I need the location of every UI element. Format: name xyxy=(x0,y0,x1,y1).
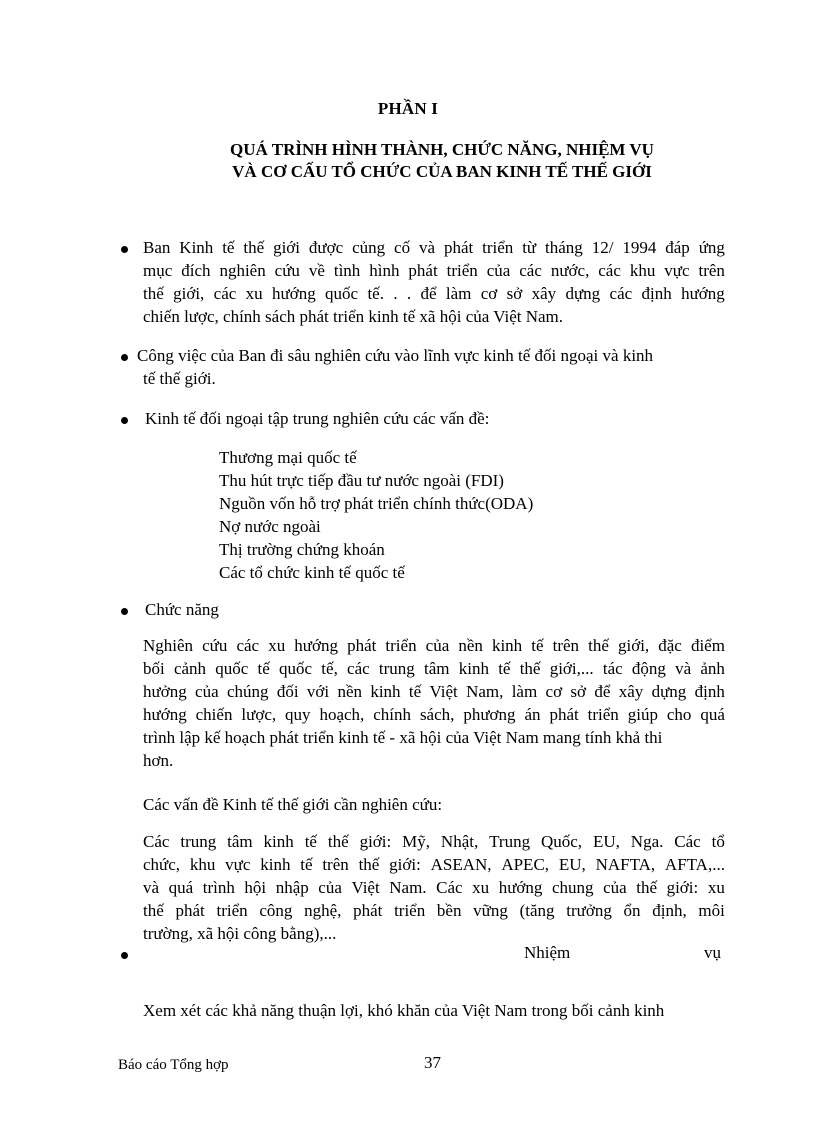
topic-item: Thương mại quốc tế xyxy=(219,448,357,467)
footer-page-number: 37 xyxy=(424,1053,441,1072)
world-issues-paragraph xyxy=(143,830,725,945)
text-line: hơn. xyxy=(143,751,174,770)
topic-item: Thu hút trực tiếp đầu tư nước ngoài (FDI) xyxy=(219,471,504,490)
text-line: Xem xét các khả năng thuận lợi, khó khăn của Việt Nam trong bối cảnh kinh xyxy=(143,1001,665,1020)
world-issues-heading xyxy=(143,793,442,816)
text-line: trường, xã hội công bằng),... xyxy=(143,924,337,943)
bullet-icon xyxy=(121,354,128,361)
bullet-function-heading xyxy=(145,598,219,621)
text-line: tế thế giới. xyxy=(143,369,216,388)
text-line: chức, khu vực kinh tế trên thế giới: ASEAN, APEC, EU, NAFTA, AFTA,... xyxy=(143,855,725,874)
text-line: Chức năng xyxy=(145,600,219,619)
text-line: chiến lược, chính sách phát triển kinh tế xã hội của Việt Nam. xyxy=(143,307,564,326)
bullet-paragraph-establishment xyxy=(143,236,725,328)
topic-item: Thị trường chứng khoán xyxy=(219,540,385,559)
text-line: Nghiên cứu các xu hướng phát triển của nền kinh tế trên thế giới, đặc điểm xyxy=(143,636,725,655)
task-paragraph xyxy=(143,999,664,1022)
main-title xyxy=(0,139,816,183)
text-line: Kinh tế đối ngoại tập trung nghiên cứu các vấn đề: xyxy=(145,409,490,428)
text-line: Các trung tâm kinh tế thế giới: Mỹ, Nhật, Trung Quốc, EU, Nga. Các tổ xyxy=(143,832,725,851)
bullet-icon xyxy=(121,952,128,959)
main-title-line-1: QUÁ TRÌNH HÌNH THÀNH, CHỨC NĂNG, NHIỆM VỤ xyxy=(230,140,654,159)
main-title-line-2: VÀ CƠ CẤU TỔ CHỨC CỦA BAN KINH TẾ THẾ GIỚI xyxy=(232,162,652,181)
text-line: thế giới, các xu hướng quốc tế. . . để làm cơ sở xây dựng các định hướng xyxy=(143,284,725,303)
topic-item: Các tổ chức kinh tế quốc tế xyxy=(219,563,405,582)
text-line: thế phát triển công nghệ, phát triển bền vững (tăng trưởng ổn định, môi xyxy=(143,901,725,920)
text-line: mục đích nghiên cứu về tình hình phát triển của các nước, các khu vực trên xyxy=(143,261,725,280)
footer-report-label: Báo cáo Tổng hợp xyxy=(118,1057,229,1073)
topic-item: Nợ nước ngoài xyxy=(219,517,321,536)
function-paragraph xyxy=(143,634,725,772)
bullet-icon xyxy=(121,246,128,253)
task-heading-word-2: vụ xyxy=(704,943,721,962)
bullet-external-economy xyxy=(145,407,489,430)
text-line: hưởng của chúng đối với nền kinh tế Việt Nam, làm cơ sở để xây dựng định xyxy=(143,682,725,701)
bullet-icon xyxy=(121,608,128,615)
bullet-paragraph-work xyxy=(137,344,725,390)
text-line: trình lập kế hoạch phát triển kinh tế - xã hội của Việt Nam mang tính khả thi xyxy=(143,728,663,747)
text-line: Các vấn đề Kinh tế thế giới cần nghiên cứu: xyxy=(143,795,443,814)
topics-list xyxy=(219,446,533,584)
text-line: Ban Kinh tế thế giới được củng cố và phát triển từ tháng 12/ 1994 đáp ứng xyxy=(143,238,725,257)
bullet-icon xyxy=(121,417,128,424)
text-line: hướng chiến lược, quy hoạch, chính sách, phương án phát triển giúp cho quá xyxy=(143,705,725,724)
text-line: Công việc của Ban đi sâu nghiên cứu vào lĩnh vực kinh tế đối ngoại và kinh xyxy=(137,346,654,365)
task-heading-word-1: Nhiệm xyxy=(524,943,571,962)
topic-item: Nguồn vốn hỗ trợ phát triển chính thức(ODA) xyxy=(219,494,534,513)
part-title: PHẦN I xyxy=(377,99,439,118)
text-line: bối cảnh quốc tế quốc tế, các trung tâm kinh tế thế giới,... tác động và ảnh xyxy=(143,659,725,678)
text-line: và quá trình hội nhập của Việt Nam. Các xu hướng chung của thế giới: xu xyxy=(143,878,725,897)
